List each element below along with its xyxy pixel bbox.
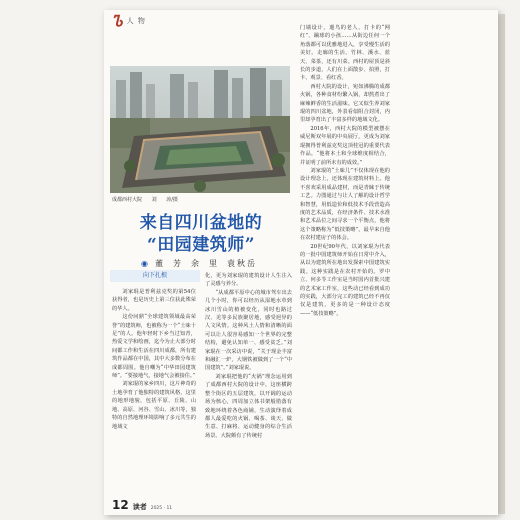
paragraph: 刘家琨的家乡四川，这片神奇的土地孕育了他独特的建筑风格，这里的地形地貌，包括平原、丘陵、山地、高原、河谷、雪山、冰川等，独特的自然地理环境影响了多元共生的地域文 <box>112 381 196 430</box>
magazine-page <box>104 10 498 515</box>
photo-caption <box>112 196 186 203</box>
page-number: 12 <box>112 498 129 512</box>
author-bullet-icon: ◉ <box>141 259 148 268</box>
section-logo: Ꮦ <box>112 12 123 30</box>
author-name: 里 <box>208 259 219 268</box>
paragraph: 这份问鼎“全球建筑领域最高荣誉”的建筑师，也被称为一个“土味十足”的人。他年轻时下乡当过知青，热爱文学和绘画，迄今为止大部分时间都工作和生活在四川成都，所有建筑作品都在中国，其中大多数分布在成都周围。他自嘲为“中华田园建筑师”。“要接地气，接地气会被接住。” <box>112 314 196 380</box>
paragraph: 门墙设计，遛鸟的老人、打卡的“网红”、蹦球的小孩……从街边任何一个角落都可以优雅地进入，享受慢生活的美好。走廊的生活、竹林、溪水、蓝天、菜茶，还有川菜。西村的屋顶是斜长的步道，人们在上面散步、拍照，打卡、观景、看红香。 <box>300 25 390 82</box>
author-name: 芳 <box>172 259 183 268</box>
section-label: 人 物 <box>126 17 146 25</box>
photo-caption-place: 成都西村大院 <box>112 197 143 203</box>
column-header <box>112 12 146 30</box>
page-edge-shadow <box>498 14 505 514</box>
article-title-line-2: “田园建筑师” <box>146 235 256 255</box>
body-column-1 <box>112 288 196 510</box>
author-name: 袁秋岳 <box>226 259 257 268</box>
paragraph: 刘家琨的“土味儿”不仅体现在他的设计理念上，还体现在建筑材料上。他不喜欢采用成品建材，而是青睐于传统工艺。力图通过与让人了解的设计哲学和智慧，用低造价和低技术手段营造高度的艺术品质，在经济条件、技术水准和艺术品位之间寻求一个平衡点，他将这个策略称为“低技策略”。最早来自他在农村建房子的体会。 <box>300 167 390 242</box>
photo-caption-credit-surname: 刘 <box>151 197 157 203</box>
paragraph: 刘家琨把他的“火锅”理念运用到了成都西村大院的设计中。这座横跨整个街区的五层建筑，以开阔的运动场为核心，四周加立体书架般错落有致地环绕着各色商铺，生动演绎着成都人最爱吃的火锅、喝茶、谈天、做生意、打麻将、运动健身的综合生活场景。大院颇有了传统村 <box>205 373 292 439</box>
paragraph: 西村大院的设计，宛如沸腾的成都火锅，各种食材纷繁入锅，却熬煮出了麻辣鲜香的生活滋味。它又似生养刘家琨的四川盆地，外表看似阻合封闭，内里却孕育出了丰富多样的地域文化。 <box>300 83 390 124</box>
article-title-block <box>110 212 292 269</box>
magazine-name: 读者 <box>132 502 147 511</box>
author-name: 董 <box>154 259 165 268</box>
aerial-photo-image <box>110 66 290 193</box>
photo-caption-credit-rest: 涛/摄 <box>166 197 178 203</box>
paragraph: 2016年，西村大院的模型被摆在威尼斯双年展的中央展厅，更成为刘家琨拥得普利兹克奖这顶桂冠的重要代表作品。“他将本土和全球维度相结合，并证明了前所未有的成效。” <box>300 125 390 166</box>
body-column-3 <box>300 24 390 510</box>
paragraph: 20世纪90年代，以刘家琨为代表的一批中国建筑师开始在日常中介入，从以为建筑所在地出发探索中国建筑实践。这种实践是在农村开始的。罗中立、何多苓工作室是当时国内首批兴建的艺术家工作室，这些动已经看到成功的实践，大部分完工的建筑已经不再仅仅是建筑，更多的是一种设计态度——“低技策略”。 <box>300 243 390 317</box>
paragraph: “从成都平原中心的城市驾车出去几个小时，你可以经历从湿地水草到冰川雪山的植被变化，同时也路过汉、羌等多民族聚居地，感受迥异的人文风情。这种风土人情和清晰的面可以让人很容易感知一个世界的完整结构，避免认知单一、感受贫乏。”刘家琨在一次采访中说，“关于现金丰富和融汇一炉，大钢铁被做到了一个“中国建筑”。”刘家琨说。 <box>205 289 292 372</box>
issue-number: 2025 · 11 <box>150 506 173 511</box>
body-column-2 <box>205 272 292 510</box>
aerial-photo <box>110 66 290 193</box>
paragraph: 化，更为刘家琨的建筑设计人生注入了灵感与养分。 <box>205 273 292 288</box>
paragraph: 刘家琨是普利兹克奖的第54位获得者，也是历史上第三位获此殊荣的华人。 <box>112 289 196 312</box>
author-name: 余 <box>190 259 201 268</box>
article-title-line-1: 来自四川盆地的 <box>139 213 263 233</box>
section-subhead: 向下扎根 <box>110 270 200 282</box>
article-authors <box>110 258 292 269</box>
page-footer <box>112 500 172 512</box>
